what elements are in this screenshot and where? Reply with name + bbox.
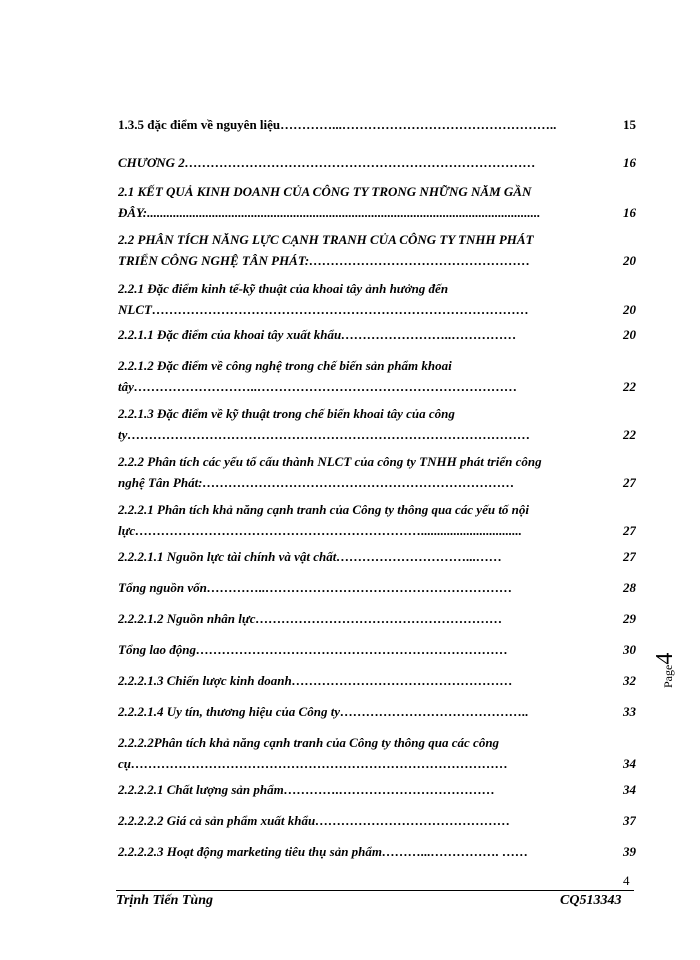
toc-entry[interactable] — [118, 779, 636, 800]
toc-page-number: 37 — [623, 813, 636, 828]
side-page-word: Page — [661, 664, 675, 688]
footer-divider — [116, 890, 634, 891]
toc-entry-heading: 2.2.2 Phân tích các yếu tố cấu thành NLCT của công ty TNHH phát triển công — [118, 454, 542, 469]
toc-page-number: 34 — [623, 782, 636, 797]
toc-entry-heading: 2.1 KẾT QUẢ KINH DOANH CỦA CÔNG TY TRONG NHỮNG NĂM GẦN — [118, 184, 532, 199]
toc-page-number: 22 — [623, 427, 636, 442]
toc-entry-text: 2.2.2.2.1 Chất lượng sản phẩm………….……………………………… — [118, 782, 495, 797]
toc-page-number: 27 — [623, 549, 636, 564]
toc-page-number: 34 — [623, 756, 636, 771]
toc-entry[interactable] — [118, 577, 636, 598]
toc-page-number: 16 — [623, 205, 636, 220]
toc-page-number: 39 — [623, 844, 636, 859]
toc-entry-text: 2.2.2.1.4 Uy tín, thương hiệu của Công ty…………………………………….. — [118, 704, 529, 719]
toc-page-number: 20 — [623, 327, 636, 342]
toc-entry-text: 2.2.2.2.3 Hoạt động marketing tiêu thụ sản phẩm………...……………. …… — [118, 844, 529, 859]
toc-entry-text: 2.2.2.2.2 Giá cả sản phẩm xuất khẩu……………………………………… — [118, 813, 511, 828]
toc-entry-text: TRIỂN CÔNG NGHỆ TÂN PHÁT:…………………………………………… — [118, 253, 531, 268]
toc-entry-text: Tổng nguồn vốn…………..………………………………………………… — [118, 580, 513, 595]
toc-entry[interactable] — [118, 324, 636, 345]
toc-entry[interactable] — [118, 608, 636, 629]
toc-entry[interactable] — [118, 810, 636, 831]
toc-entry[interactable] — [118, 403, 636, 445]
toc-page-number: 15 — [623, 117, 636, 132]
toc-entry-text: 2.2.2.1.2 Nguồn nhân lực………………………………………………… — [118, 611, 503, 626]
toc-page-number: 27 — [623, 475, 636, 490]
toc-entry-text: NLCT…………………………………………………………………………… — [118, 302, 529, 317]
toc-entry-text: 2.2.2.1.3 Chiến lược kinh doanh…………………………………………… — [118, 673, 513, 688]
footer-author: Trịnh Tiến Tùng — [116, 893, 213, 908]
toc-entry-text: 1.3.5 đặc điểm về nguyên liệu…………...………………………………………….. — [118, 117, 557, 132]
toc-page-number: 22 — [623, 379, 636, 394]
toc-entry-text: tây………………………..…………………………………………………… — [118, 379, 518, 394]
toc-page-number: 30 — [623, 642, 636, 657]
toc-entry-heading: 2.2.2.2Phân tích khả năng cạnh tranh của Công ty thông qua các công — [118, 735, 500, 750]
toc-entry-text: lực…………………………………………………………............................... — [118, 523, 522, 538]
toc-entry[interactable] — [118, 181, 636, 223]
toc-entry-heading: 2.2.2.1 Phân tích khả năng cạnh tranh của Công ty thông qua các yếu tố nội — [118, 502, 530, 517]
toc-entry-text: CHƯƠNG 2……………………………………………………………………… — [118, 155, 536, 170]
toc-page-number: 28 — [623, 580, 636, 595]
toc-entry-text: ty………………………………………………………………………………… — [118, 427, 531, 442]
toc-page-number: 27 — [623, 523, 636, 538]
toc-entry[interactable] — [118, 639, 636, 660]
toc-entry-text: nghệ Tân Phát:……………………………………………………………… — [118, 475, 515, 490]
footer-page-number: 4 — [623, 873, 630, 888]
toc-entry-heading: 2.2.1.2 Đặc điểm về công nghệ trong chế biến sản phẩm khoai — [118, 358, 452, 373]
toc-entry[interactable] — [118, 229, 636, 271]
toc-entry-text: 2.2.1.1 Đặc điểm của khoai tây xuất khẩu……………………..…………… — [118, 327, 517, 342]
toc-entry[interactable] — [118, 451, 636, 493]
toc-entry-text: Tổng lao động……………………………………………………………… — [118, 642, 509, 657]
toc-entry-heading: 2.2.1.3 Đặc điểm về kỹ thuật trong chế biến khoai tây của công — [118, 406, 455, 421]
toc-entry-text: cụ…………………………………………………………………………… — [118, 756, 508, 771]
toc-entry[interactable] — [118, 499, 636, 541]
toc-page-number: 29 — [623, 611, 636, 626]
toc-page-number: 16 — [623, 155, 636, 170]
toc-entry[interactable] — [118, 546, 636, 567]
toc-entry[interactable] — [118, 114, 636, 135]
side-page-label — [652, 653, 679, 688]
toc-page-number: 33 — [623, 704, 636, 719]
toc-page-number: 20 — [623, 253, 636, 268]
toc-entry[interactable] — [118, 841, 636, 862]
toc-page-number: 32 — [623, 673, 636, 688]
toc-entry[interactable] — [118, 670, 636, 691]
toc-entry[interactable] — [118, 701, 636, 722]
toc-entry[interactable] — [118, 152, 636, 173]
toc-entry-heading: 2.2.1 Đặc điểm kinh tế-kỹ thuật của khoai tây ảnh hưởng đến — [118, 281, 449, 296]
toc-entry[interactable] — [118, 732, 636, 774]
toc-entry-text: 2.2.2.1.1 Nguồn lực tài chính và vật chất…………………………...…… — [118, 549, 503, 564]
footer-code: CQ513343 — [560, 893, 622, 908]
toc-entry-heading: 2.2 PHÂN TÍCH NĂNG LỰC CẠNH TRANH CỦA CÔNG TY TNHH PHÁT — [118, 232, 534, 247]
side-page-number: 4 — [652, 652, 678, 665]
toc-entry[interactable] — [118, 278, 636, 320]
toc-entry-text: ĐÂY:......................................................................................................................... — [118, 205, 541, 220]
toc-page-number: 20 — [623, 302, 636, 317]
toc-entry[interactable] — [118, 355, 636, 397]
